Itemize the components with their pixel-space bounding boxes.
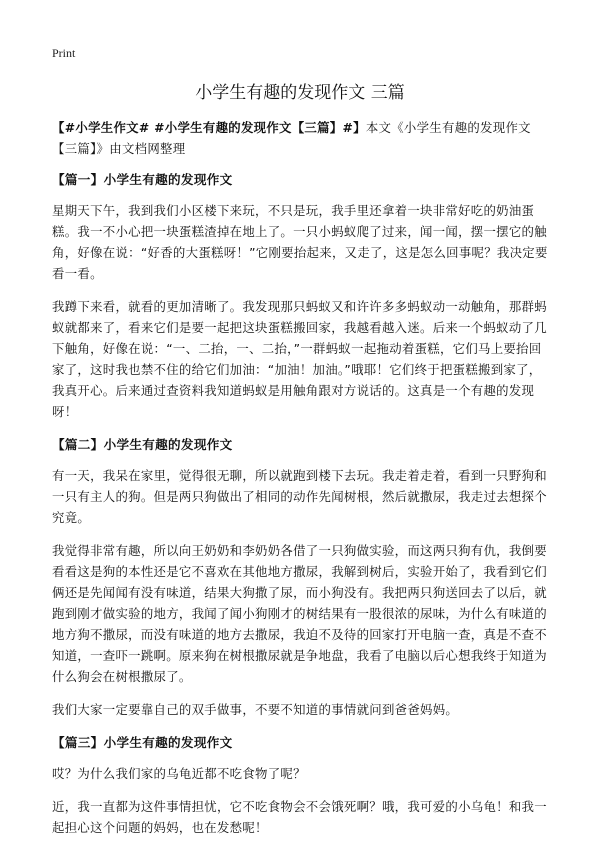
- section-2: [52, 434, 554, 720]
- paragraph: 我觉得非常有趣，所以向王奶奶和李奶奶各借了一只狗做实验，而这两只狗有仇，我倒要看看这是狗的本性还是它不喜欢在其他地方撒尿，我解到树后，实验开始了，我看到它们俩还是先闻闻有没有味道，结果大狗撒了尿，而小狗没有。我把两只狗送回去了以后，就跑到刚才做实验的地方，我闻了闻小狗刚才的树结果有一股很浓的尿味，为什么有味道的地方狗不撒尿，而没有味道的地方去撒尿，我迫不及待的回家打开电脑一查，真是不查不知道，一查吓一跳啊。原来狗在树根撒尿就是争地盘，我看了电脑以后心想我终于知道为什么狗会在树根撒尿了。: [52, 543, 547, 684]
- print-label: Print: [52, 46, 76, 60]
- section-heading: 【篇一】小学生有趣的发现作文: [52, 172, 233, 187]
- section-3: [52, 732, 554, 838]
- paragraph: 近，我一直都为这件事情担忧，它不吃食物会不会饿死啊？哦，我可爱的小乌龟！和我一起担心这个问题的妈妈，也在发愁呢！: [52, 799, 547, 835]
- intro-text: 本文《小学生有趣的发现作文【三篇】》由文档网整理: [52, 120, 531, 156]
- section-heading: 【篇三】小学生有趣的发现作文: [52, 735, 233, 750]
- intro-tag: 【#小学生作文# #小学生有趣的发现作文【三篇】#】: [52, 120, 366, 135]
- section-1: [52, 169, 554, 422]
- section-heading: 【篇二】小学生有趣的发现作文: [52, 437, 233, 452]
- paragraph: 星期天下午，我到我们小区楼下来玩，不只是玩，我手里还拿着一块非常好吃的奶油蛋糕。我一不小心把一块蛋糕渣掉在地上了。一只小蚂蚁爬了过来，闻一闻，摆一摆它的触角，好像在说：“好香的大蛋糕呀！”它刚要抬起来，又走了，这是怎么回事呢？我决定要看一看。: [52, 203, 548, 281]
- paragraph: 我蹲下来看，就看的更加清晰了。我发现那只蚂蚁又和许许多多蚂蚁动一动触角，那群蚂蚁就都来了，看来它们是要一起把这块蛋糕搬回家，我越看越入迷。后来一个蚂蚁动了几下触角，好像在说：“一、二抬，一、二抬，”一群蚂蚁一起拖动着蛋糕，它们马上要抬回家了，这时我也禁不住的给它们加油：“加油！加油。”哦耶！它们终于把蛋糕搬到家了，我真开心。后来通过查资料我知道蚂蚁是用触角跟对方说话的。这真是一个有趣的发现呀！: [52, 299, 547, 419]
- document-title: 小学生有趣的发现作文 三篇: [195, 83, 405, 103]
- paragraph: 有一天，我呆在家里，觉得很无聊，所以就跑到楼下去玩。我走着走着，看到一只野狗和一只有主人的狗。但是两只狗做出了相同的动作先闻树根，然后就撒尿，我走过去想探个究竟。: [52, 468, 547, 525]
- paragraph: 哎？为什么我们家的乌龟近都不吃食物了呢？: [52, 766, 306, 781]
- intro-paragraph: [52, 117, 554, 159]
- document-body: [52, 117, 554, 850]
- paragraph: 我们大家一定要靠自己的双手做事，不要不知道的事情就问到爸爸妈妈。: [52, 702, 459, 717]
